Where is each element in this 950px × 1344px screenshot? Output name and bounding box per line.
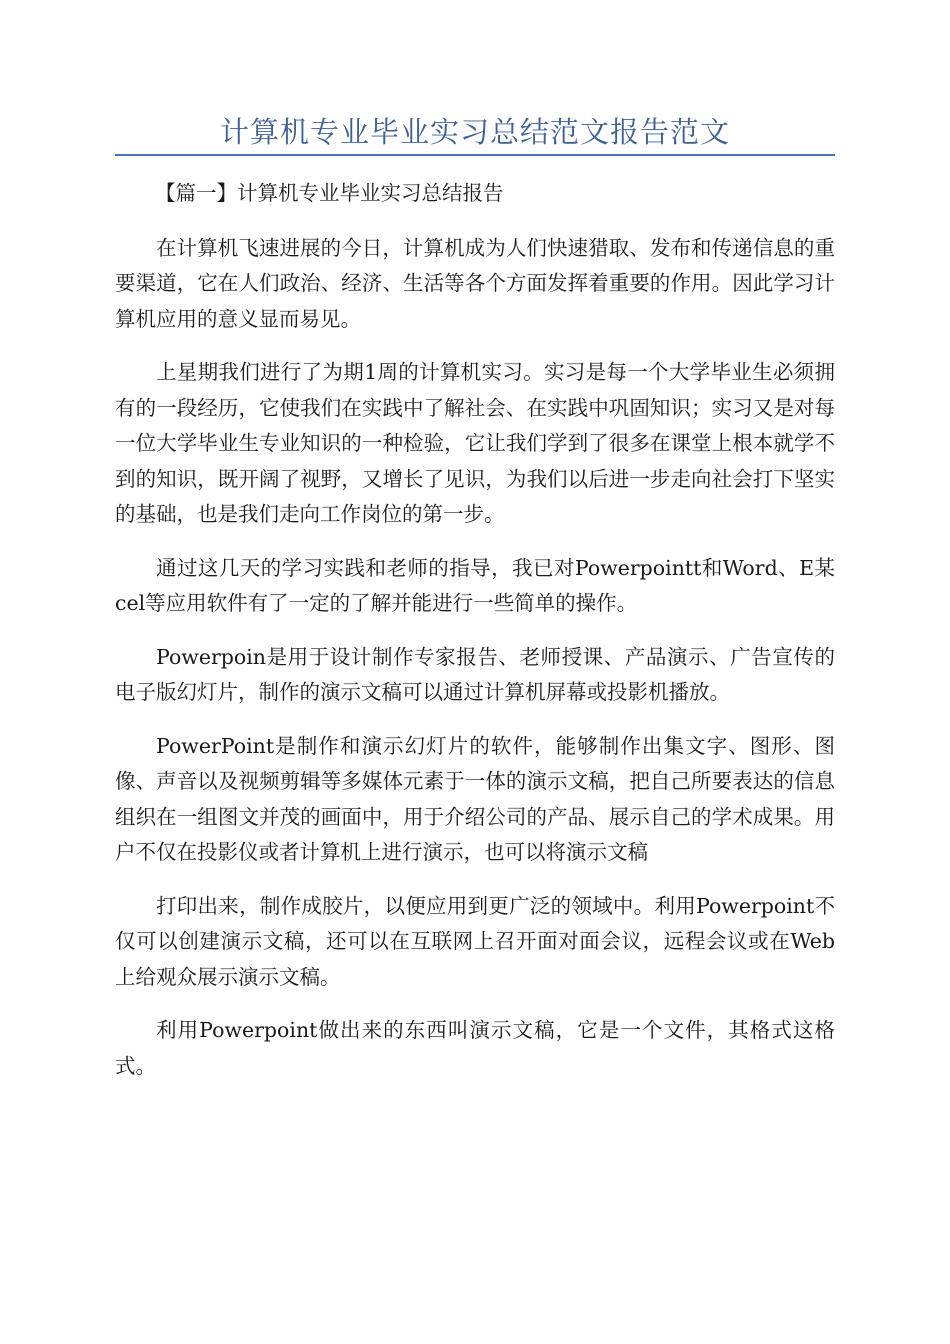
body-paragraph-7: 利用Powerpoint做出来的东西叫演示文稿，它是一个文件，其格式这格式。	[115, 1018, 835, 1078]
body-paragraph-2: 上星期我们进行了为期1周的计算机实习。实习是每一个大学毕业生必须拥有的一段经历，它使我们在实践中了解社会、在实践中巩固知识；实习又是对每一位大学毕业生专业知识的一种检验，它让我们学到了很多在课堂上根本就学不到的知识，既开阔了视野，又增长了见识，为我们以后进一步走向社会打下坚实的基础，也是我们走向工作岗位的第一步。	[115, 360, 835, 526]
page-title: 计算机专业毕业实习总结范文报告范文	[219, 115, 730, 149]
body-paragraph-1: 在计算机飞速进展的今日，计算机成为人们快速猎取、发布和传递信息的重要渠道，它在人们政治、经济、生活等各个方面发挥着重要的作用。因此学习计算机应用的意义显而易见。	[115, 235, 835, 331]
section-heading: 【篇一】计算机专业毕业实习总结报告	[154, 181, 504, 205]
body-paragraph-3: 通过这几天的学习实践和老师的指导，我已对Powerpointt和Word、E某cel等应用软件有了一定的了解并能进行一些简单的操作。	[115, 555, 835, 615]
body-paragraph-6: 打印出来，制作成胶片，以便应用到更广泛的领域中。利用Powerpoint不仅可以创建演示文稿，还可以在互联网上召开面对面会议，远程会议或在Web上给观众展示演示文稿。	[115, 893, 835, 989]
title-underline	[115, 154, 835, 156]
document-body	[115, 176, 835, 1102]
body-paragraph-4: Powerpoin是用于设计制作专家报告、老师授课、产品演示、广告宣传的电子版幻灯片，制作的演示文稿可以通过计算机屏幕或投影机播放。	[115, 644, 835, 704]
body-paragraph-5: PowerPoint是制作和演示幻灯片的软件，能够制作出集文字、图形、图像、声音以及视频剪辑等多媒体元素于一体的演示文稿，把自己所要表达的信息组织在一组图文并茂的画面中，用于介绍公司的产品、展示自己的学术成果。用户不仅在投影仪或者计算机上进行演示，也可以将演示文稿	[115, 733, 835, 864]
